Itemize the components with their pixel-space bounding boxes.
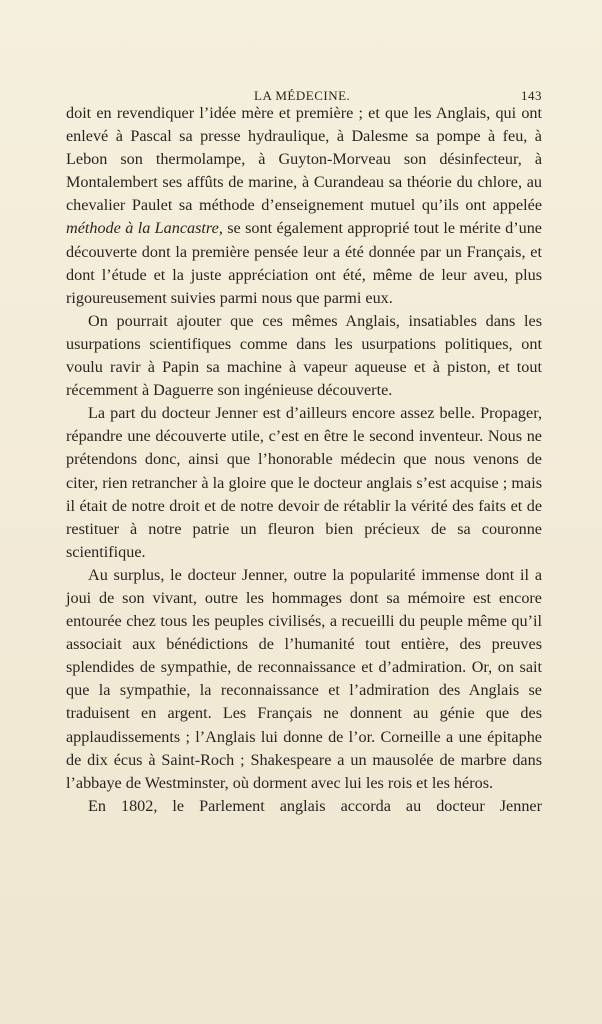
- paragraph-text: se sont également approprié tout le mérite d’une découverte dont la première pensée leur a été donnée par un Français, et dont l’étude et la juste appréciation ont été, même de leur aveu, plus rigoureusement suivies parmi nous que parmi eux.: [66, 219, 542, 307]
- body-text: [66, 102, 542, 818]
- paragraph: Au surplus, le docteur Jenner, outre la popularité immense dont il a joui de son vivant, outre les hommages dont sa mémoire est encore entourée chez tous les peuples civilisés, a recueilli du peuple même qu’il associait aux bénédictions de l’humanité tout entière, des preuves splendides de sympathie, de reconnaissance et d’admiration. Or, on sait que la sympathie, la reconnaissance et l’admiration des Anglais se traduisent en argent. Les Français ne donnent au génie que des applaudissements ; l’Anglais lui donne de l’or. Corneille a une épitaphe de dix écus à Saint-Roch ; Shakespeare a un mausolée de marbre dans l’abbaye de Westminster, où dorment avec lui les rois et les héros.: [66, 565, 542, 792]
- paragraph: En 1802, le Parlement anglais accorda au docteur Jenner: [88, 796, 542, 815]
- page-number: 143: [521, 88, 542, 103]
- paragraph: On pourrait ajouter que ces mêmes Anglais, insatiables dans les usurpations scientifiques comme dans les usurpations politiques, ont voulu ravir à Papin sa machine à vapeur aqueuse et à piston, et tout récemment à Daguerre son ingénieuse découverte.: [66, 311, 542, 400]
- italic-phrase: méthode à la Lancastre,: [66, 219, 223, 238]
- paragraph: La part du docteur Jenner est d’ailleurs encore assez belle. Propager, répandre une découverte utile, c’est en être le second inventeur. Nous ne prétendons donc, ainsi que l’honorable médecin que nous venons de citer, rien retrancher à la gloire que le docteur anglais s’est acquise ; mais il était de notre droit et de notre devoir de rétablir la vérité des faits et de restituer à notre patrie un fleuron bien précieux de sa couronne scientifique.: [66, 404, 542, 561]
- running-title: LA MÉDECINE.: [254, 88, 351, 103]
- paragraph: [66, 102, 542, 310]
- paragraph-text: doit en revendiquer l’idée mère et première ; et que les Anglais, qui ont enlevé à Pascal sa presse hydraulique, à Dalesme sa pompe à feu, à Lebon son thermolampe, à Guyton-Morveau son désinfecteur, à Montalembert ses affûts de marine, à Curandeau sa théorie du chlore, au chevalier Paulet sa méthode d’enseignement mutuel qu’ils ont appelée: [66, 104, 542, 215]
